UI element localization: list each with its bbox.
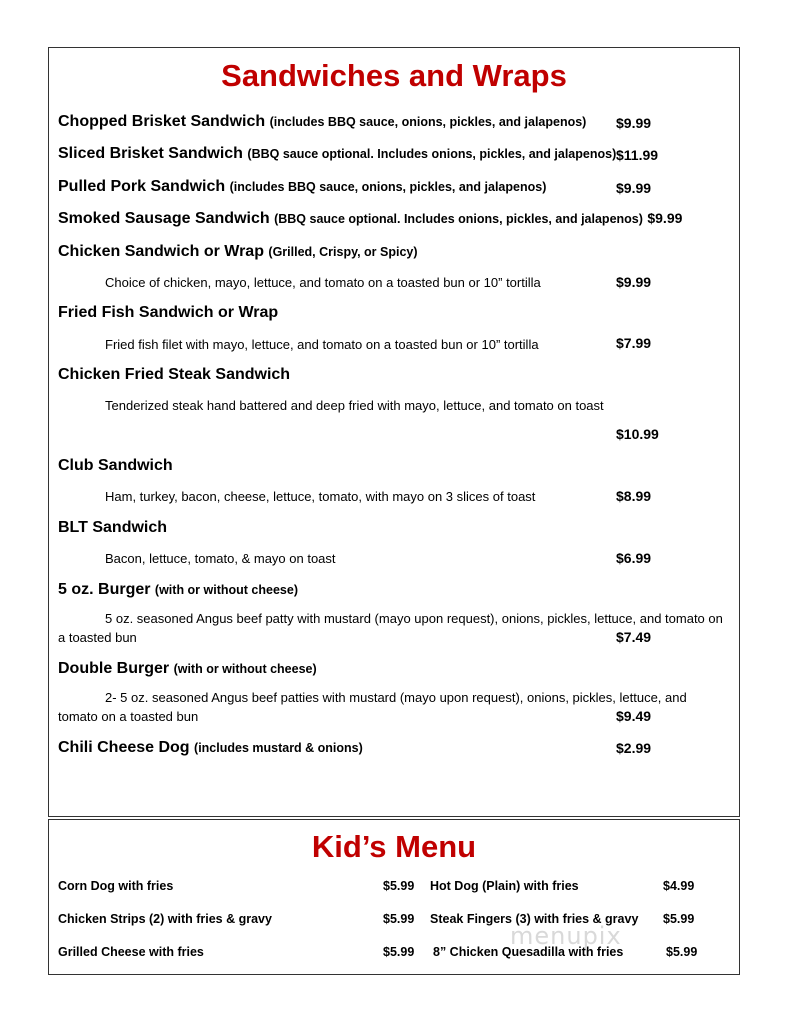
item-name: Club Sandwich [58, 457, 173, 474]
item-note: (with or without cheese) [154, 583, 298, 597]
item-description-cont: tomato on a toasted bun [58, 709, 199, 724]
kids-item-name: Grilled Cheese with fries [58, 945, 204, 959]
menu-item-smoked-sausage [58, 210, 729, 228]
sandwiches-title: Sandwiches and Wraps [221, 58, 567, 93]
item-price: $9.99 [616, 115, 652, 131]
item-price: $9.49 [616, 708, 652, 724]
item-price: $2.99 [616, 740, 652, 756]
item-name: Double Burger [58, 660, 170, 677]
kids-menu-title: Kid’s Menu [311, 829, 477, 864]
item-name: Chopped Brisket Sandwich [58, 113, 266, 130]
item-name: Chicken Fried Steak Sandwich [58, 366, 291, 383]
item-description-cont: a toasted bun [58, 630, 137, 645]
item-description: Fried fish filet with mayo, lettuce, and tomato on a toasted bun or 10” tortilla [105, 337, 539, 352]
menu-item-double-burger [58, 660, 729, 678]
item-price: $9.99 [616, 274, 652, 290]
item-note: (with or without cheese) [173, 662, 317, 676]
item-price: $10.99 [616, 426, 659, 442]
item-note: (includes mustard & onions) [194, 741, 363, 755]
item-description: Choice of chicken, mayo, lettuce, and tomato on a toasted bun or 10” tortilla [105, 275, 541, 290]
kids-item-name: Chicken Strips (2) with fries & gravy [58, 912, 272, 926]
item-name: Chili Cheese Dog [58, 739, 190, 756]
item-price: $7.99 [616, 335, 652, 351]
menu-item-fried-fish [58, 304, 729, 322]
item-description: Bacon, lettuce, tomato, & mayo on toast [105, 551, 336, 566]
item-note: (includes BBQ sauce, onions, pickles, and jalapenos) [229, 180, 547, 194]
item-name: Chicken Sandwich or Wrap [58, 243, 264, 260]
item-price: $9.99 [616, 180, 652, 196]
kids-item-price: $5.99 [383, 912, 415, 926]
menu-item-chicken-fried-steak [58, 366, 729, 384]
item-price: $11.99 [616, 147, 659, 163]
item-price: $9.99 [647, 210, 683, 226]
item-description: 2- 5 oz. seasoned Angus beef patties with mustard (mayo upon request), onions, pickles, lettuce, and [105, 690, 687, 705]
kids-menu-section [48, 819, 740, 975]
kids-item-price: $5.99 [663, 912, 695, 926]
sandwiches-section [48, 47, 740, 817]
kids-item-name: Hot Dog (Plain) with fries [430, 879, 579, 893]
kids-item-name: Corn Dog with fries [58, 879, 174, 893]
kids-item-name: Steak Fingers (3) with fries & gravy [430, 912, 639, 926]
item-note: (includes BBQ sauce, onions, pickles, and jalapenos) [269, 115, 587, 129]
item-price: $6.99 [616, 550, 652, 566]
menu-item-blt [58, 519, 729, 537]
kids-item-name: 8” Chicken Quesadilla with fries [433, 945, 624, 959]
item-name: Fried Fish Sandwich or Wrap [58, 304, 279, 321]
item-name: Sliced Brisket Sandwich [58, 145, 243, 162]
item-note: (BBQ sauce optional. Includes onions, pickles, and jalapenos) [274, 212, 643, 226]
item-note: (BBQ sauce optional. Includes onions, pickles, and jalapenos) [247, 147, 617, 161]
menu-item-burger [58, 581, 729, 599]
item-description: Tenderized steak hand battered and deep fried with mayo, lettuce, and tomato on toast [105, 398, 604, 413]
kids-item-price: $5.99 [383, 945, 415, 959]
item-note: (Grilled, Crispy, or Spicy) [268, 245, 418, 259]
item-name: Smoked Sausage Sandwich [58, 210, 270, 227]
item-price: $8.99 [616, 488, 652, 504]
item-name: 5 oz. Burger [58, 581, 151, 598]
item-price: $7.49 [616, 629, 652, 645]
kids-item-price: $5.99 [666, 945, 698, 959]
item-description: 5 oz. seasoned Angus beef patty with mustard (mayo upon request), onions, pickles, lettuce, and tomato on [105, 611, 723, 626]
menu-item-chicken-sandwich [58, 243, 729, 261]
kids-item-price: $4.99 [663, 879, 695, 893]
item-description: Ham, turkey, bacon, cheese, lettuce, tomato, with mayo on 3 slices of toast [105, 489, 536, 504]
kids-item-price: $5.99 [383, 879, 415, 893]
menu-item-club [58, 457, 729, 475]
watermark-logo: menupix [510, 922, 622, 950]
item-name: BLT Sandwich [58, 519, 168, 536]
item-name: Pulled Pork Sandwich [58, 178, 226, 195]
